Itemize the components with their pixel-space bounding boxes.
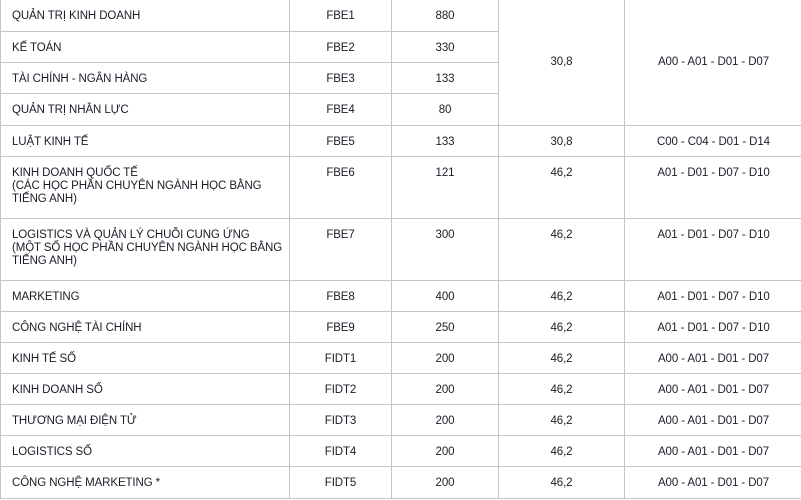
major-name-main: LOGISTICS VÀ QUẢN LÝ CHUỖI CUNG ỨNG xyxy=(12,229,250,241)
major-name-note: (MỘT SỐ HỌC PHẦN CHUYÊN NGÀNH HỌC BẰNG TIẾNG ANH) xyxy=(12,242,283,267)
score: 46,2 xyxy=(499,281,625,312)
score: 46,2 xyxy=(499,374,625,405)
major-code: FIDT3 xyxy=(290,405,392,436)
subject-combo: A01 - D01 - D07 - D10 xyxy=(625,157,801,219)
major-name: KINH TẾ SỐ xyxy=(1,343,290,374)
major-name-main: KINH DOANH QUỐC TẾ xyxy=(12,167,138,179)
subject-combo: A00 - A01 - D01 - D07 xyxy=(625,343,801,374)
major-name: CÔNG NGHỆ MARKETING * xyxy=(1,467,290,499)
subject-combo: A01 - D01 - D07 - D10 xyxy=(625,281,801,312)
quota: 200 xyxy=(392,343,499,374)
major-name: MARKETING xyxy=(1,281,290,312)
table-row xyxy=(1,467,801,499)
major-name-note: (CÁC HỌC PHẦN CHUYÊN NGÀNH HỌC BẰNG TIẾNG ANH) xyxy=(12,180,262,205)
major-code: FIDT4 xyxy=(290,436,392,467)
major-code: FIDT1 xyxy=(290,343,392,374)
quota: 200 xyxy=(392,436,499,467)
quota: 80 xyxy=(392,94,499,126)
major-name: KẾ TOÁN xyxy=(1,32,290,63)
table-row xyxy=(1,312,801,343)
score: 46,2 xyxy=(499,157,625,219)
subject-combo: A01 - D01 - D07 - D10 xyxy=(625,219,801,281)
subject-combo: A01 - D01 - D07 - D10 xyxy=(625,312,801,343)
subject-combo: A00 - A01 - D01 - D07 xyxy=(625,374,801,405)
table-row xyxy=(1,281,801,312)
major-name: TÀI CHÍNH - NGÂN HÀNG xyxy=(1,63,290,94)
quota: 200 xyxy=(392,405,499,436)
major-name xyxy=(1,157,290,219)
table-row xyxy=(1,219,801,281)
quota: 200 xyxy=(392,374,499,405)
major-name: THƯƠNG MẠI ĐIỆN TỬ xyxy=(1,405,290,436)
major-code: FBE6 xyxy=(290,157,392,219)
major-code: FBE4 xyxy=(290,94,392,126)
score-group: 30,8 xyxy=(499,0,625,126)
table-row xyxy=(1,343,801,374)
score: 46,2 xyxy=(499,343,625,374)
subject-combo-group: A00 - A01 - D01 - D07 xyxy=(625,0,801,126)
major-name: CÔNG NGHỆ TÀI CHÍNH xyxy=(1,312,290,343)
major-code: FBE5 xyxy=(290,126,392,157)
major-name: KINH DOANH SỐ xyxy=(1,374,290,405)
score: 46,2 xyxy=(499,405,625,436)
table-row xyxy=(1,405,801,436)
major-code: FBE3 xyxy=(290,63,392,94)
score: 46,2 xyxy=(499,467,625,499)
quota: 330 xyxy=(392,32,499,63)
subject-combo: A00 - A01 - D01 - D07 xyxy=(625,467,801,499)
quota: 133 xyxy=(392,63,499,94)
quota: 880 xyxy=(392,0,499,32)
quota: 133 xyxy=(392,126,499,157)
major-code: FBE1 xyxy=(290,0,392,32)
score: 46,2 xyxy=(499,219,625,281)
major-code: FBE2 xyxy=(290,32,392,63)
major-name: LUẬT KINH TẾ xyxy=(1,126,290,157)
major-code: FBE9 xyxy=(290,312,392,343)
quota: 200 xyxy=(392,467,499,499)
subject-combo: C00 - C04 - D01 - D14 xyxy=(625,126,801,157)
score: 46,2 xyxy=(499,312,625,343)
score: 46,2 xyxy=(499,436,625,467)
subject-combo: A00 - A01 - D01 - D07 xyxy=(625,405,801,436)
table-row xyxy=(1,126,801,157)
table-row xyxy=(1,436,801,467)
quota: 400 xyxy=(392,281,499,312)
major-code: FBE7 xyxy=(290,219,392,281)
quota: 121 xyxy=(392,157,499,219)
major-code: FBE8 xyxy=(290,281,392,312)
table-row xyxy=(1,0,801,32)
major-name xyxy=(1,219,290,281)
major-code: FIDT2 xyxy=(290,374,392,405)
table-row xyxy=(1,374,801,405)
subject-combo: A00 - A01 - D01 - D07 xyxy=(625,436,801,467)
quota: 250 xyxy=(392,312,499,343)
major-name: QUẢN TRỊ KINH DOANH xyxy=(1,0,290,32)
major-code: FIDT5 xyxy=(290,467,392,499)
major-name: QUẢN TRỊ NHÂN LỰC xyxy=(1,94,290,126)
score: 30,8 xyxy=(499,126,625,157)
table-row xyxy=(1,157,801,219)
quota: 300 xyxy=(392,219,499,281)
major-name: LOGISTICS SỐ xyxy=(1,436,290,467)
